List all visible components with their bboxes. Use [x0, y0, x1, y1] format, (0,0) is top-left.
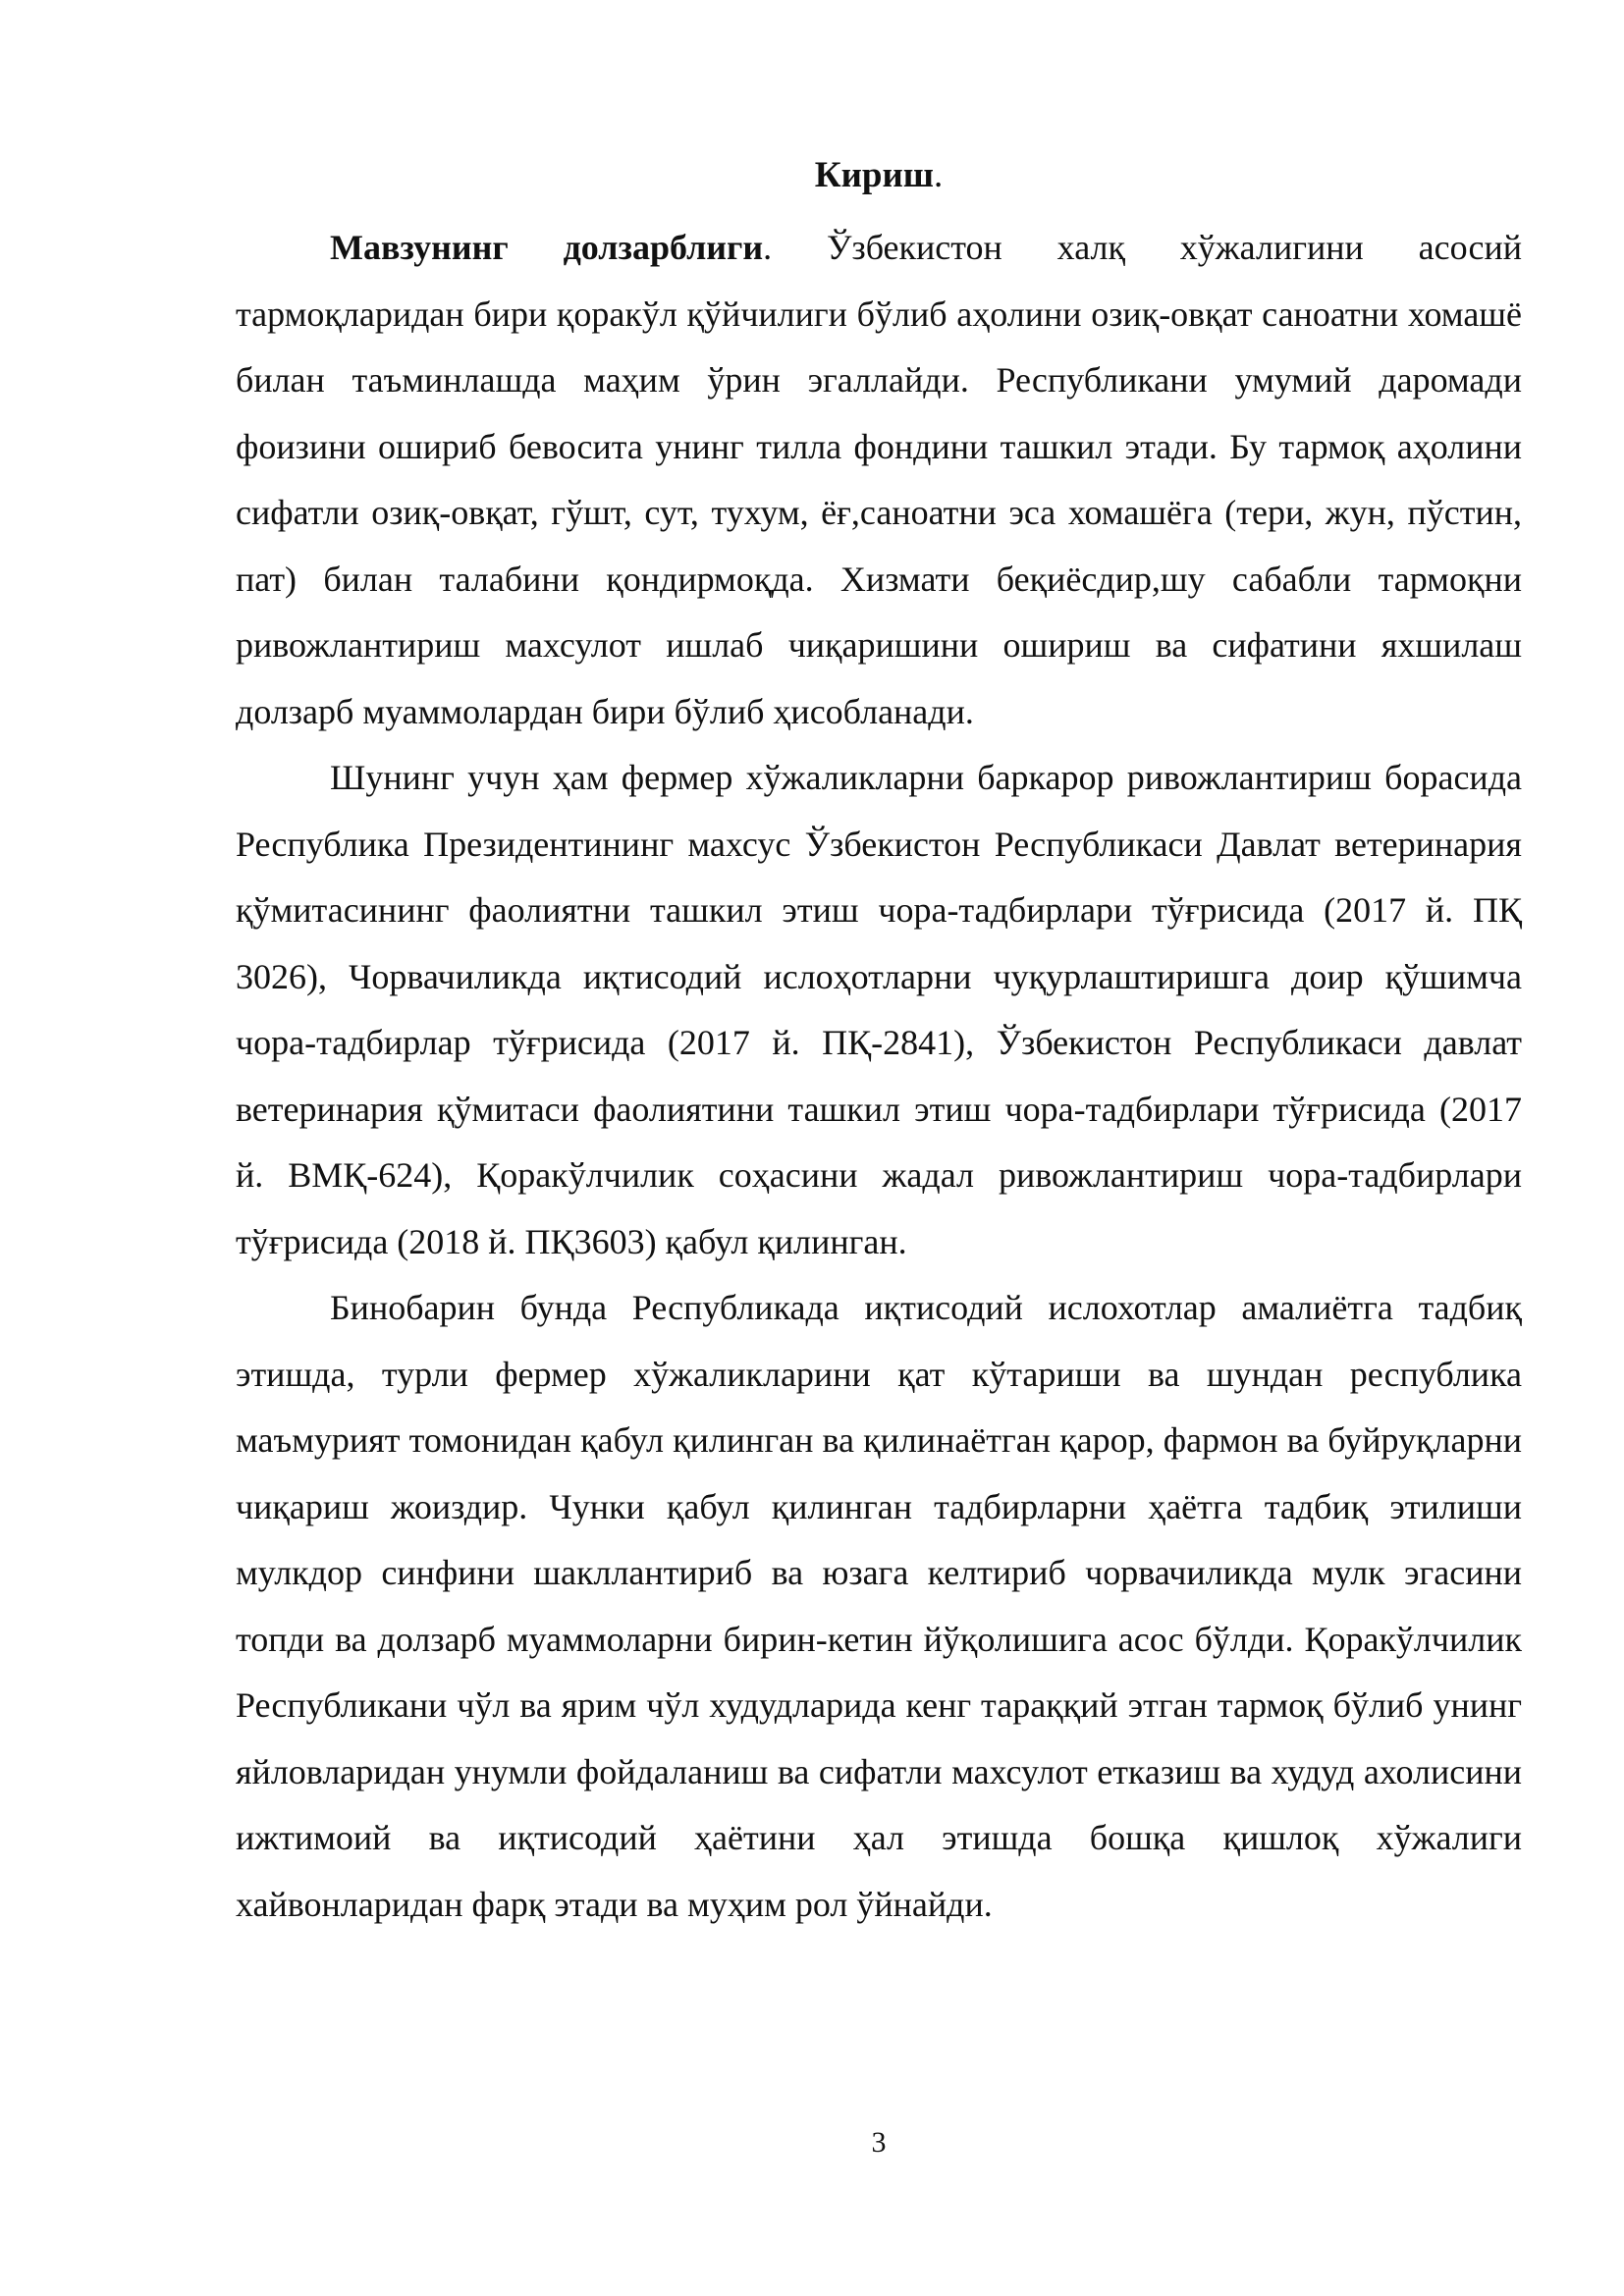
paragraph-legislation: Шунинг учун ҳам фермер хўжаликларни баркарор ривожлантириш борасида Республика Президентининг махсус Ўзбекистон Республикаси Давлат ветеринария қўмитасининг фаолиятни ташкил этиш чора-тадбирлари тўғрисида (2017 й. ПҚ 3026), Чорвачиликда иқтисодий ислоҳотларни чуқурлаштиришга доир қўшимча чора-тадбирлар тўғрисида (2017 й. ПҚ-2841), Ўзбекистон Республикаси давлат ветеринария қўмитаси фаолиятини ташкил этиш чора-тадбирлари тўғрисида (2017 й. ВМҚ-624), Қоракўлчилик соҳасини жадал ривожлантириш чора-тадбирлари тўғрисида (2018 й. ПҚ3603) қабул қилинган.: [236, 758, 1522, 1261]
paragraph-relevance: [236, 215, 1522, 745]
relevance-lead: Мавзунинг долзарблиги: [330, 228, 764, 267]
heading-period: .: [934, 155, 944, 195]
relevance-text: . Ўзбекистон халқ хўжалигини асосий тармоқларидан бири қоракўл қўйчилиги бўлиб аҳолини озиқ-овқат саноатни хомашё билан таъминлашда маҳим ўрин эгаллайди. Республикани умумий даромади фоизини ошириб бевосита унинг тилла фондини ташкил этади. Бу тармоқ аҳолини сифатли озиқ-овқат, гўшт, сут, тухум, ёғ,саноатни эса хомашёга (тери, жун, пўстин, пат) билан талабини қондирмоқда. Хизмати беқиёсдир,шу сабабли тармоқни ривожлантириш махсулот ишлаб чиқаришини ошириш ва сифатини яхшилаш долзарб муаммолардан бири бўлиб ҳисобланади.: [236, 228, 1523, 731]
paragraph-reforms: Бинобарин бунда Республикада иқтисодий ислохотлар амалиётга тадбиқ этишда, турли фермер хўжаликларини қат кўтариши ва шундан республика маъмурият томонидан қабул қилинган ва қилинаётган қарор, фармон ва буйруқларни чиқариш жоиздир. Чунки қабул қилинган тадбирларни ҳаётга тадбиқ этилиши мулкдор синфини шакллантириб ва юзага келтириб чорвачиликда мулк эгасини топди ва долзарб муаммоларни бирин-кетин йўқолишига асос бўлди. Қоракўлчилик Республикани чўл ва ярим чўл худудларида кенг тараққий этган тармоқ бўлиб унинг яйловларидан унумли фойдаланиш ва сифатли махсулот етказиш ва худуд ахолисини ижтимоий ва иқтисодий ҳаётини ҳал этишда бошқа қишлоқ хўжалиги хайвонларидан фарқ этади ва муҳим рол ўйнайди.: [236, 1288, 1522, 1924]
heading-title: Кириш: [814, 155, 935, 195]
page-number: 3: [871, 2126, 887, 2159]
page-heading: [236, 151, 1522, 200]
body-text: [236, 215, 1522, 1938]
